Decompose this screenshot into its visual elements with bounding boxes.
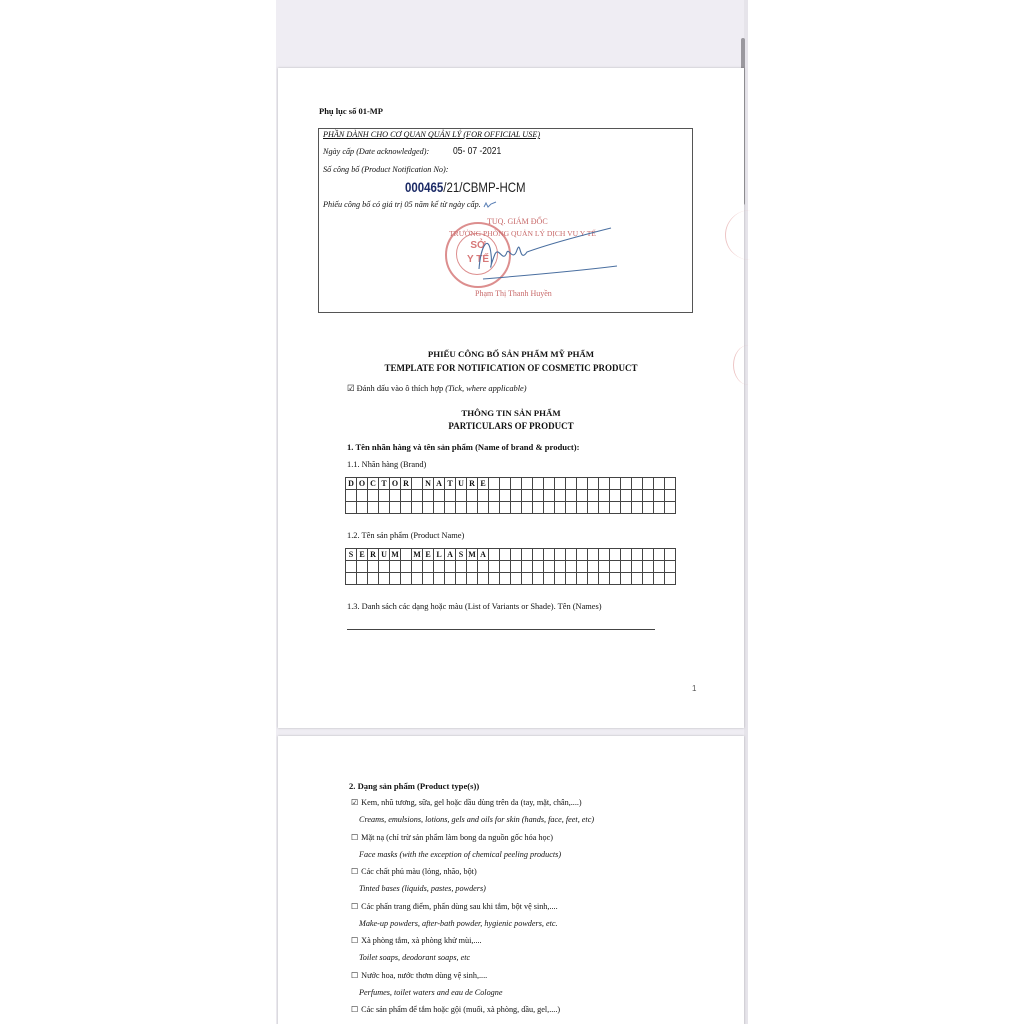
grid-cell (599, 478, 610, 490)
grid-cell (544, 490, 555, 502)
grid-cell (555, 478, 566, 490)
grid-cell (654, 490, 665, 502)
grid-cell (390, 490, 401, 502)
grid-cell (489, 561, 500, 573)
grid-cell (478, 561, 489, 573)
grid-row (346, 502, 676, 514)
grid-cell (434, 573, 445, 585)
grid-cell (621, 549, 632, 561)
grid-cell (577, 478, 588, 490)
initials-signature-icon (483, 201, 497, 209)
grid-cell: O (357, 478, 368, 490)
grid-cell (445, 502, 456, 514)
product-name-label: 1.2. Tên sản phẩm (Product Name) (347, 531, 465, 540)
section-heading-vi: THÔNG TIN SẢN PHẨM (461, 408, 561, 418)
product-type-en: Tinted bases (liquids, pastes, powders) (359, 884, 486, 893)
grid-cell (478, 502, 489, 514)
grid-cell (423, 561, 434, 573)
grid-cell: R (467, 478, 478, 490)
grid-cell: L (434, 549, 445, 561)
grid-cell (566, 573, 577, 585)
grid-cell (390, 573, 401, 585)
grid-cell (533, 478, 544, 490)
notification-number-label: Số công bố (Product Notification No): (323, 165, 449, 174)
document-page-1 (278, 68, 744, 728)
empty-checkbox-icon[interactable]: ☐ (351, 970, 359, 980)
grid-cell (555, 549, 566, 561)
grid-cell (500, 478, 511, 490)
form-title-vi: PHIẾU CÔNG BỐ SẢN PHẨM MỸ PHẨM (427, 349, 595, 359)
grid-cell (456, 490, 467, 502)
grid-cell (533, 502, 544, 514)
grid-row (346, 561, 676, 573)
grid-cell: S (456, 549, 467, 561)
grid-cell: E (423, 549, 434, 561)
grid-cell (489, 478, 500, 490)
checked-box-icon: ☑ (347, 384, 355, 393)
notification-number-value (405, 179, 526, 195)
grid-cell (511, 490, 522, 502)
handwritten-signature-icon (469, 224, 619, 284)
grid-cell (445, 573, 456, 585)
product-type-item[interactable] (351, 798, 582, 807)
product-type-item[interactable] (351, 971, 487, 980)
grid-cell (533, 490, 544, 502)
grid-cell (566, 502, 577, 514)
section-2-title: 2. Dạng sản phẩm (Product type(s)) (349, 781, 480, 791)
grid-cell (654, 478, 665, 490)
grid-cell (643, 478, 654, 490)
grid-cell: A (445, 549, 456, 561)
product-type-en: Toilet soaps, deodorant soaps, etc (359, 953, 471, 962)
grid-cell: O (390, 478, 401, 490)
product-type-en: Perfumes, toilet waters and eau de Cologne (359, 987, 503, 997)
product-type-en: Face masks (with the exception of chemical peeling products) (359, 849, 562, 859)
tick-instruction (347, 383, 527, 393)
empty-checkbox-icon[interactable]: ☐ (351, 1005, 359, 1014)
variants-label: 1.3. Danh sách các dạng hoặc màu (List of Variants or Shade). Tên (Names) (347, 602, 602, 611)
grid-cell (610, 549, 621, 561)
grid-cell (511, 478, 522, 490)
grid-cell (555, 490, 566, 502)
grid-row (346, 549, 676, 561)
grid-cell (489, 490, 500, 502)
grid-cell (467, 490, 478, 502)
grid-cell (610, 561, 621, 573)
validity-text: Phiếu công bố có giá trị 05 năm kể từ ngày cấp. (323, 200, 481, 209)
tick-instruction-en: (Tick, where applicable) (445, 384, 527, 393)
grid-cell (555, 502, 566, 514)
grid-cell (467, 502, 478, 514)
signer-name: Phạm Thị Thanh Huyền (475, 289, 552, 298)
grid-cell (588, 561, 599, 573)
grid-cell (412, 561, 423, 573)
grid-cell (434, 561, 445, 573)
grid-cell (566, 561, 577, 573)
grid-cell: U (379, 549, 390, 561)
grid-cell (522, 573, 533, 585)
stamp-bleed-icon (733, 345, 764, 385)
grid-cell (401, 573, 412, 585)
grid-cell (654, 549, 665, 561)
grid-cell (412, 502, 423, 514)
grid-cell (632, 490, 643, 502)
grid-cell: N (423, 478, 434, 490)
official-use-title: PHẦN DÀNH CHO CƠ QUAN QUẢN LÝ (FOR OFFICIAL USE) (323, 130, 541, 139)
grid-cell: M (413, 549, 421, 559)
grid-cell (555, 573, 566, 585)
grid-cell (643, 573, 654, 585)
grid-cell (500, 573, 511, 585)
grid-cell (610, 478, 621, 490)
grid-cell (401, 490, 412, 502)
product-type-vi: Các chất phủ màu (lỏng, nhão, bột) (361, 867, 477, 876)
grid-cell (368, 502, 379, 514)
signer-department: TRƯỞNG PHÒNG QUẢN LÝ DỊCH VỤ Y TẾ (449, 229, 597, 238)
grid-cell (544, 561, 555, 573)
grid-cell (632, 502, 643, 514)
product-type-vi: Nước hoa, nước thơm dùng vệ sinh,.... (361, 970, 488, 980)
grid-cell (456, 502, 467, 514)
grid-cell (577, 561, 588, 573)
document-page-2 (278, 736, 744, 1024)
section-heading-en: PARTICULARS OF PRODUCT (448, 421, 574, 431)
grid-cell (346, 502, 357, 514)
signer-title: TUQ. GIÁM ĐỐC (487, 217, 548, 226)
grid-cell (544, 573, 555, 585)
empty-checkbox-icon[interactable]: ☐ (351, 936, 359, 945)
grid-cell: R (368, 549, 379, 561)
grid-cell: S (346, 549, 357, 561)
grid-cell (379, 573, 390, 585)
grid-cell (621, 573, 632, 585)
grid-cell (445, 490, 456, 502)
grid-cell (544, 478, 555, 490)
grid-cell (489, 549, 500, 561)
grid-cell (522, 478, 533, 490)
grid-cell (599, 561, 610, 573)
grid-cell (412, 573, 423, 585)
grid-cell (588, 490, 599, 502)
empty-checkbox-icon[interactable]: ☐ (351, 832, 359, 842)
grid-cell (401, 502, 412, 514)
grid-cell (423, 502, 434, 514)
grid-cell (489, 502, 500, 514)
grid-cell (566, 549, 577, 561)
grid-cell (533, 561, 544, 573)
grid-cell (577, 502, 588, 514)
grid-cell (665, 573, 676, 585)
grid-cell (599, 502, 610, 514)
grid-cell (665, 502, 676, 514)
validity-note (323, 200, 497, 209)
grid-cell (654, 561, 665, 573)
product-type-item[interactable] (351, 936, 482, 945)
grid-cell (401, 561, 412, 573)
variants-blank-line (347, 629, 655, 630)
grid-cell (357, 490, 368, 502)
grid-cell (643, 502, 654, 514)
grid-cell (665, 561, 676, 573)
grid-cell (610, 573, 621, 585)
grid-cell (588, 573, 599, 585)
grid-cell (621, 478, 632, 490)
brand-grid (345, 477, 676, 514)
product-type-vi: Các sản phẩm để tắm hoặc gội (muối, xà phòng, dầu, gel,....) (361, 1005, 561, 1014)
product-type-vi: Xà phòng tắm, xà phòng khử mùi,.... (361, 936, 482, 945)
grid-cell (467, 573, 478, 585)
grid-cell (357, 502, 368, 514)
appendix-label: Phụ lục số 01-MP (319, 106, 383, 116)
grid-cell (511, 549, 522, 561)
grid-cell (566, 478, 577, 490)
grid-cell (588, 502, 599, 514)
grid-cell (379, 490, 390, 502)
grid-cell (588, 549, 599, 561)
grid-cell (643, 561, 654, 573)
product-type-item[interactable] (351, 1005, 560, 1014)
grid-cell (445, 561, 456, 573)
grid-cell: D (346, 478, 357, 490)
checked-box-icon[interactable]: ☑ (351, 798, 359, 807)
stamp-text-1: SỞ (470, 240, 486, 251)
grid-cell (632, 478, 643, 490)
grid-cell: E (478, 478, 489, 490)
grid-cell (346, 490, 357, 502)
grid-cell (632, 573, 643, 585)
grid-cell (654, 573, 665, 585)
grid-cell (522, 549, 533, 561)
grid-cell (654, 502, 665, 514)
grid-cell (467, 561, 478, 573)
grid-cell (456, 561, 467, 573)
grid-cell (544, 502, 555, 514)
grid-cell (544, 549, 555, 561)
grid-cell (390, 561, 401, 573)
grid-cell (621, 561, 632, 573)
grid-row (346, 573, 676, 585)
date-acknowledged-label: Ngày cấp (Date acknowledged): (323, 147, 430, 156)
grid-cell (500, 549, 511, 561)
grid-cell (588, 478, 599, 490)
grid-row (346, 490, 676, 502)
grid-cell (511, 573, 522, 585)
product-type-vi: Mặt nạ (chỉ trừ sản phẩm làm bong da nguồn gốc hóa học) (361, 832, 553, 842)
grid-cell (434, 490, 445, 502)
grid-cell (511, 502, 522, 514)
form-title-en: TEMPLATE FOR NOTIFICATION OF COSMETIC PRODUCT (384, 363, 638, 373)
empty-checkbox-icon[interactable]: ☐ (351, 901, 359, 911)
grid-cell (346, 573, 357, 585)
grid-cell (610, 502, 621, 514)
date-acknowledged-value: 05- 07 -2021 (453, 146, 502, 157)
official-use-box (318, 128, 693, 313)
grid-cell (533, 573, 544, 585)
grid-cell (632, 561, 643, 573)
notification-number-serial: 000465 (405, 179, 444, 195)
grid-cell (522, 490, 533, 502)
grid-cell (368, 561, 379, 573)
grid-cell: C (368, 478, 379, 490)
tick-instruction-vi: Đánh dấu vào ô thích hợp (356, 384, 444, 393)
grid-cell (357, 573, 368, 585)
brand-label: 1.1. Nhãn hàng (Brand) (347, 460, 427, 469)
product-type-en: Creams, emulsions, lotions, gels and oils for skin (hands, face, feet, etc) (359, 815, 595, 824)
grid-cell (632, 549, 643, 561)
grid-cell (533, 549, 544, 561)
grid-cell: A (478, 549, 489, 561)
grid-cell (478, 573, 489, 585)
grid-cell (368, 573, 379, 585)
grid-cell: M (468, 549, 476, 559)
grid-cell: U (456, 478, 467, 490)
section-1-title: 1. Tên nhãn hàng và tên sản phẩm (Name of brand & product): (347, 442, 580, 452)
stamp-bleed-icon (725, 210, 776, 260)
grid-cell: A (434, 478, 445, 490)
grid-cell (500, 490, 511, 502)
grid-cell (423, 490, 434, 502)
page-number: 1 (692, 684, 697, 693)
grid-cell (489, 573, 500, 585)
product-type-item[interactable] (351, 867, 477, 876)
grid-cell (357, 561, 368, 573)
grid-cell (511, 561, 522, 573)
grid-cell (500, 561, 511, 573)
grid-cell (599, 490, 610, 502)
grid-cell (500, 502, 511, 514)
document-viewer[interactable] (276, 0, 748, 1024)
grid-cell (401, 549, 412, 561)
grid-cell (577, 549, 588, 561)
grid-cell (566, 490, 577, 502)
grid-cell: T (445, 478, 456, 490)
grid-cell (423, 573, 434, 585)
stamp-text-2: Y TẾ (466, 254, 490, 265)
product-type-item[interactable] (351, 833, 553, 842)
grid-cell (379, 561, 390, 573)
grid-cell (577, 490, 588, 502)
grid-cell (643, 549, 654, 561)
product-type-en: Make-up powders, after-bath powder, hygienic powders, etc. (359, 918, 558, 928)
grid-cell: T (379, 478, 390, 490)
grid-cell (599, 549, 610, 561)
grid-cell (577, 573, 588, 585)
grid-cell (379, 502, 390, 514)
product-name-grid (345, 548, 676, 585)
grid-cell (610, 490, 621, 502)
grid-cell: M (391, 549, 399, 559)
grid-cell (522, 502, 533, 514)
empty-checkbox-icon[interactable]: ☐ (351, 867, 359, 876)
grid-cell (555, 561, 566, 573)
grid-cell (665, 549, 676, 561)
product-type-item[interactable] (351, 902, 558, 911)
grid-cell: R (401, 478, 412, 490)
grid-cell: E (357, 549, 368, 561)
grid-cell (412, 490, 423, 502)
grid-cell (599, 573, 610, 585)
grid-cell (621, 490, 632, 502)
grid-cell (621, 502, 632, 514)
grid-cell (478, 490, 489, 502)
grid-cell (456, 573, 467, 585)
product-type-vi: Các phấn trang điểm, phấn dùng sau khi tắm, bột vệ sinh,.... (361, 901, 558, 911)
product-type-vi: Kem, nhũ tương, sữa, gel hoặc dầu dùng trên da (tay, mặt, chân,....) (361, 798, 582, 807)
grid-cell (368, 490, 379, 502)
grid-cell (390, 502, 401, 514)
grid-cell (665, 478, 676, 490)
grid-cell (412, 478, 423, 490)
notification-number-suffix: /21/CBMP-HCM (443, 179, 526, 195)
grid-row (346, 478, 676, 490)
grid-cell (643, 490, 654, 502)
grid-cell (522, 561, 533, 573)
grid-cell (434, 502, 445, 514)
grid-cell (346, 561, 357, 573)
grid-cell (665, 490, 676, 502)
